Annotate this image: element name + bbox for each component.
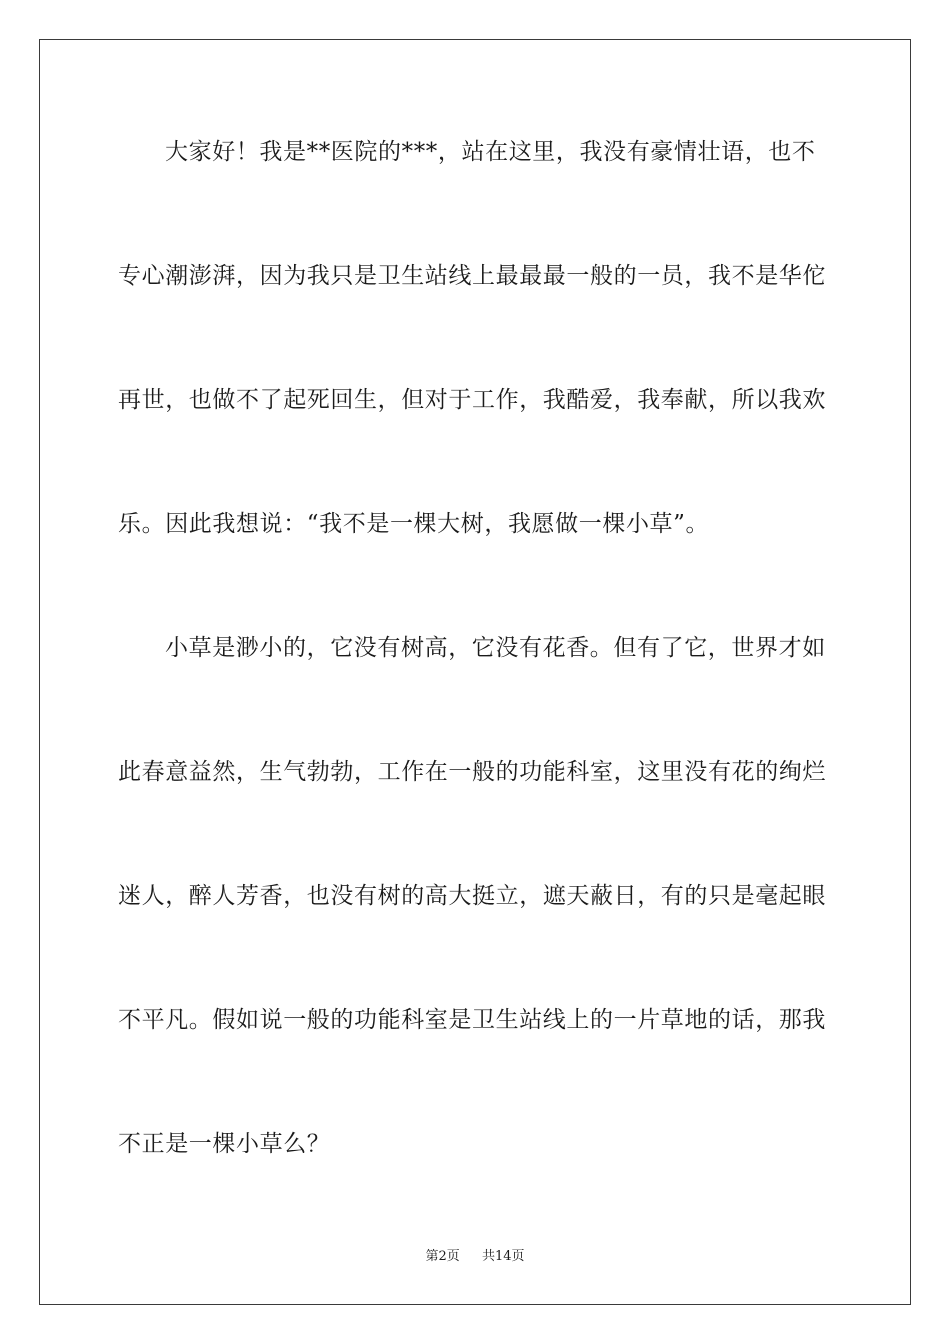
page-number: 第2页 <box>425 1249 460 1264</box>
paragraph-1-line-4: 乐。因此我想说：“我不是一棵大树，我愿做一棵小草”。 <box>118 511 710 537</box>
paragraph-1-line-3: 再世，也做不了起死回生，但对于工作，我酷爱，我奉献，所以我欢 <box>118 387 826 413</box>
total-pages: 共14页 <box>482 1249 525 1264</box>
paragraph-2-line-4: 不平凡。假如说一般的功能科室是卫生站线上的一片草地的话，那我 <box>118 1007 826 1033</box>
paragraph-2-line-5: 不正是一棵小草么？ <box>118 1131 331 1157</box>
paragraph-2-line-2: 此春意益然，生气勃勃，工作在一般的功能科室，这里没有花的绚烂 <box>118 759 826 785</box>
paragraph-1-line-1: 大家好！我是**医院的***，站在这里，我没有豪情壮语，也不 <box>165 139 816 165</box>
page-border <box>39 39 911 1305</box>
paragraph-1-line-2: 专心潮澎湃，因为我只是卫生站线上最最最一般的一员，我不是华佗 <box>118 263 826 289</box>
page-footer <box>0 1248 950 1266</box>
paragraph-2-line-3: 迷人，醉人芳香，也没有树的高大挺立，遮天蔽日，有的只是毫起眼 <box>118 883 826 909</box>
paragraph-2-line-1: 小草是渺小的，它没有树高，它没有花香。但有了它，世界才如 <box>165 635 826 661</box>
